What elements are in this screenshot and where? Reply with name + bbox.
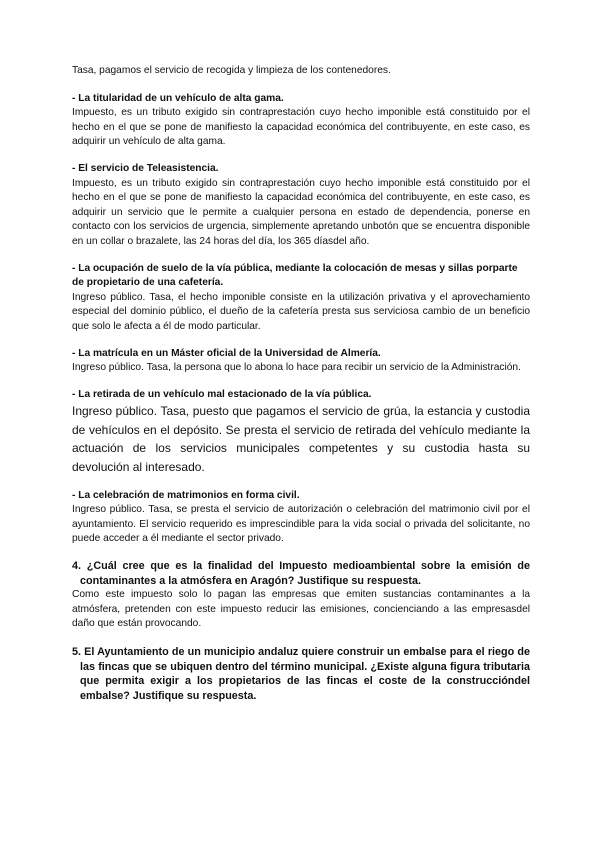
section-matrimonios — [72, 489, 530, 547]
question-4 — [72, 559, 530, 632]
question-5 — [72, 645, 530, 703]
text-column — [72, 64, 530, 716]
section-heading: - La titularidad de un vehículo de alta gama. — [72, 92, 284, 104]
question-answer: Como este impuesto solo lo pagan las empresas que emiten sustancias contaminantes a la atmósfera, pretenden con este impuesto reducir las emisiones, concienciando a las empresasdel daño que están provocando. — [72, 589, 530, 630]
section-body: Impuesto, es un tributo exigido sin contraprestación cuyo hecho imponible está constituido por el hecho en el que se pone de manifiesto la capacidad económica del contribuyente, en este caso, es adquirir un vehículo de alta gama. — [72, 107, 530, 148]
section-heading: - La celebración de matrimonios en forma civil. — [72, 489, 300, 501]
section-body: Impuesto, es un tributo exigido sin contraprestación cuyo hecho imponible está constituido por el hecho en el que se pone de manifiesto la capacidad económica del contribuyente, en este caso, es adquirir un servicio que le permite a cualquier persona en estado de dependencia, ponerse en contacto con los servicios de urgencia, simplemente apretando unbotón que se encuentra disponible en un collar o brazalete, las 24 horas del día, los 365 díasdel año. — [72, 177, 530, 247]
section-body: Ingreso público. Tasa, la persona que lo abona lo hace para recibir un servicio de la Administración. — [72, 362, 521, 374]
section-heading: - La matrícula en un Máster oficial de la Universidad de Almería. — [72, 347, 381, 359]
section-body: Ingreso público. Tasa, puesto que pagamos el servicio de grúa, la estancia y custodia de vehículos en el depósito. Se presta el servicio de retirada del vehículo mediante la actuación de los servicios municipales competentes y su custodia hasta su devolución al interesado. — [72, 404, 530, 475]
section-ocupacion-suelo — [72, 262, 530, 335]
section-teleasistencia — [72, 162, 530, 250]
section-retirada-vehiculo — [72, 388, 530, 477]
section-matricula — [72, 347, 530, 376]
section-vehiculo — [72, 92, 530, 150]
section-heading: - La ocupación de suelo de la vía pública, mediante la colocación de mesas y sillas porparte de propietario de una cafetería. — [72, 262, 518, 289]
section-body: Ingreso público. Tasa, el hecho imponible consiste en la utilización privativa y el aprovechamiento especial del dominio público, el dueño de la cafetería presta sus serviciosa cambio de un beneficio que solo le afecta a él de modo particular. — [72, 291, 530, 332]
question-text: 4. ¿Cuál cree que es la finalidad del Impuesto medioambiental sobre la emisión de contaminantes a la atmósfera en Aragón? Justifique su respuesta. — [72, 560, 530, 587]
section-heading: - El servicio de Teleasistencia. — [72, 162, 219, 174]
section-body: Ingreso público. Tasa, se presta el servicio de autorización o celebración del matrimonio civil por el ayuntamiento. El servicio requerido es imprescindible para la vida social o privada del solicitante, no puede acceder a él mediante el sector privado. — [72, 504, 530, 545]
question-text: 5. El Ayuntamiento de un municipio andaluz quiere construir un embalse para el riego de las fincas que se ubiquen dentro del término municipal. ¿Existe alguna figura tributaria que permita exigir a los propietarios de las fincas el coste de la construccióndel embalse? Justifique su respuesta. — [72, 646, 530, 702]
intro-paragraph: Tasa, pagamos el servicio de recogida y limpieza de los contenedores. — [72, 65, 391, 76]
section-heading: - La retirada de un vehículo mal estacionado de la vía pública. — [72, 388, 372, 400]
